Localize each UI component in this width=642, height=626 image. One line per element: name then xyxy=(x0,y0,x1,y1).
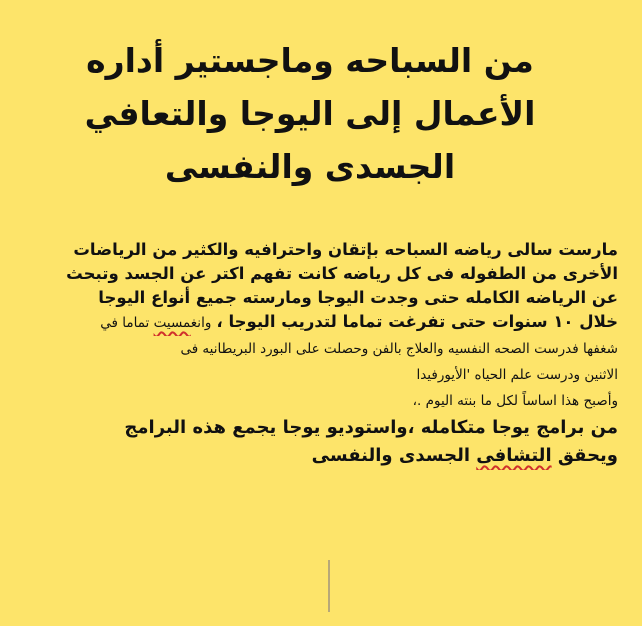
title-line-2: الأعمال إلى اليوجا والتعافي xyxy=(84,94,536,133)
body-line-mixed xyxy=(24,442,618,470)
body-line: شغفها فدرست الصحه النفسيه والعلاج بالفن وحصلت على البورد البريطانيه فى xyxy=(180,341,618,357)
body-line: الأخرى من الطفوله فى كل رياضه كانت تفهم اكتر عن الجسد وتبحث xyxy=(66,264,618,283)
body-line: الاثنين ودرست علم الحياه 'الأيورفيدا xyxy=(416,367,618,383)
body-line-mixed xyxy=(24,310,618,336)
body-line: مارست سالى رياضه السباحه بإتقان واحترافيه والكثير من الرياضات xyxy=(73,240,618,259)
title-line-3: الجسدى والنفسى xyxy=(164,147,456,186)
text-cursor xyxy=(328,560,330,612)
word-part: ويحقق xyxy=(551,445,618,466)
document-title xyxy=(40,34,580,193)
spellcheck-word[interactable]: مسيت xyxy=(153,315,191,331)
spellcheck-word[interactable]: التشافى xyxy=(476,445,552,466)
body-line: عن الرياضه الكامله حتى وجدت اليوجا ومارسته جميع أنواع اليوجا xyxy=(98,288,618,307)
word-part: وانغ xyxy=(190,315,212,331)
body-line-main-part: خلال ١٠ سنوات حتى تفرغت تماما لتدريب اليوجا ، xyxy=(216,312,618,331)
title-line-1: من السباحه وماجستير أداره xyxy=(86,41,534,80)
word-part: تماما في xyxy=(100,315,154,331)
word-part: الجسدى والنفسى xyxy=(311,445,477,466)
document-body[interactable] xyxy=(24,238,618,470)
body-line: وأصبح هذا اساساً لكل ما بنته اليوم .، xyxy=(412,393,618,409)
body-line: من برامج يوجا متكامله ،واستوديو يوجا يجمع هذه البرامج xyxy=(124,417,618,438)
body-line-small-part xyxy=(100,315,211,331)
